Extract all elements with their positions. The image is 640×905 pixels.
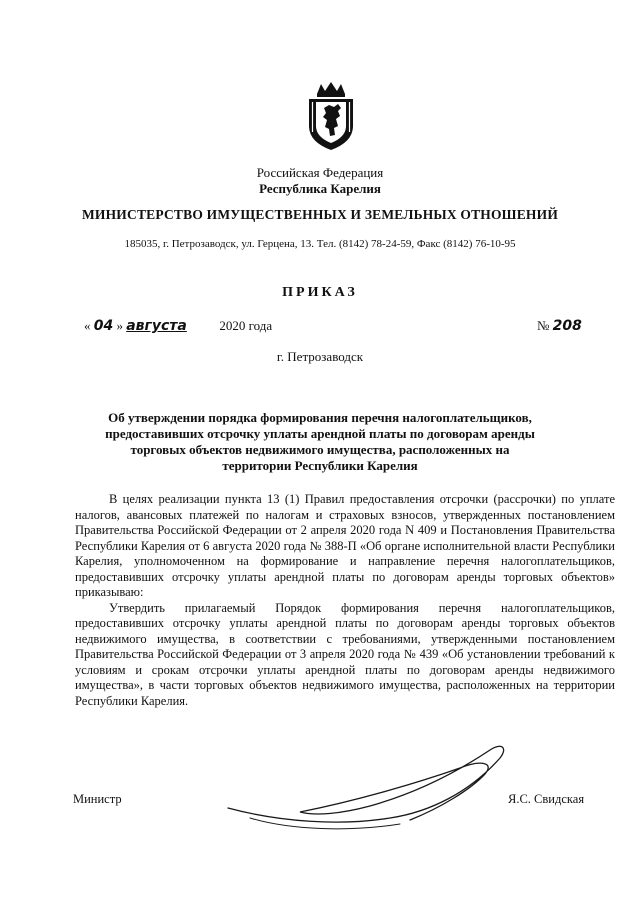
date-close-quote: » — [116, 318, 123, 333]
document-title: Об утверждении порядка формирования перечня налогоплательщиков, предоставивших отсрочку уплаты арендной платы по договорам аренды торговых объектов недвижимого имущества, расположенных на территории Республики Карелия — [105, 410, 535, 473]
body-paragraph: Утвердить прилагаемый Порядок формирования перечня налогоплательщиков, предоставивших отсрочку уплаты арендной платы по договорам аренды торговых объектов недвижимого имущества, в соответствии с требованиями, утвержденными постановлением Правительства Российской Федерации от 3 апреля 2020 года № 439 «Об установлении требований к условиям и срокам отсрочки уплаты арендной платы по договорам аренды недвижимого имущества», в части торговых объектов недвижимого имущества, расположенных на территории Республики Карелия. — [75, 600, 615, 708]
document-body — [75, 492, 615, 709]
date-year: 2020 года — [219, 318, 273, 333]
signatory-name: Я.С. Свидская — [508, 792, 585, 806]
ministry-name: МИНИСТЕРСТВО ИМУЩЕСТВЕННЫХ И ЗЕМЕЛЬНЫХ ОТНОШЕНИЙ — [81, 207, 559, 222]
handwritten-signature — [220, 730, 520, 840]
number-value: 208 — [552, 318, 582, 334]
signatory-position: Министр — [73, 792, 122, 806]
ministry-address: 185035, г. Петрозаводск, ул. Герцена, 13. Тел. (8142) 78-24-59, Факс (8142) 76-10-95 — [124, 238, 516, 250]
date-day: 04 — [93, 318, 114, 334]
order-date — [84, 318, 272, 334]
republic-name: Республика Карелия — [259, 181, 381, 196]
date-month: августа — [126, 318, 187, 334]
date-open-quote: « — [84, 318, 91, 333]
body-paragraph: В целях реализации пункта 13 (1) Правил предоставления отсрочки (рассрочки) по уплате налогов, авансовых платежей по налогам и страховых взносов, утвержденных постановлением Правительства Российской Федерации от 2 апреля 2020 года N 409 и Постановления Правительства Республики Карелия от 6 августа 2020 года № 388-П «Об органе исполнительной власти Республики Карелия, уполномоченном на формирование и направление перечня налогоплательщиков, предоставивших отсрочку уплаты арендной платы по договорам аренды торговых объектов» приказываю: — [75, 492, 615, 599]
country-name: Российская Федерация — [256, 165, 384, 180]
order-number — [537, 318, 582, 334]
order-city: г. Петрозаводск — [276, 349, 364, 364]
karelia-coat-of-arms-icon — [303, 80, 359, 152]
number-prefix: № — [537, 318, 550, 333]
document-type: ПРИКАЗ — [282, 285, 358, 300]
